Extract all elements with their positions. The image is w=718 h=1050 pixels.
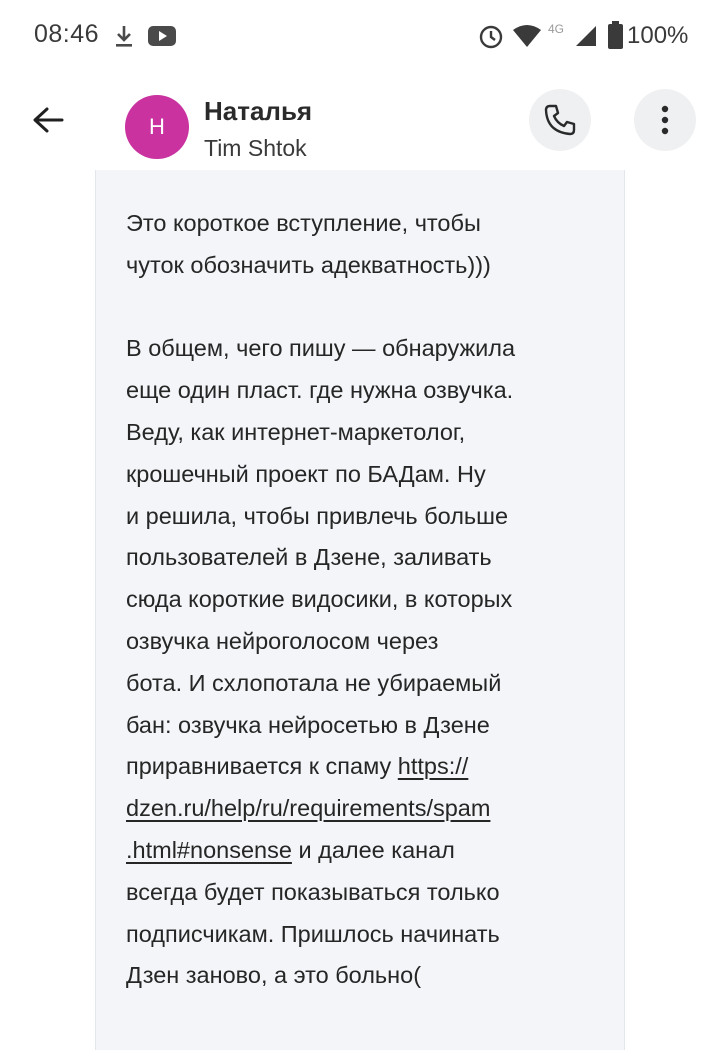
avatar[interactable] [125,95,189,159]
network-type-label: 4G [548,22,565,36]
alarm-icon [478,24,504,50]
message-paragraph-2: В общем, чего пишу — обнаружила еще один пласт. где нужна озвучка. Веду, как интернет-маркетолог, крошечный проект по БАДам. Ну и решила, чтобы привлечь больше пользователей в Дзене, заливать сюда короткие видосики, в которых озвучка нейроголосом через бота. И схлопотала не убираемый бан: озвучка нейросетью в Дзене приравнивается к спаму [126,335,516,780]
back-arrow-icon [32,106,64,134]
signal-icon [574,24,598,48]
message-link[interactable]: https:// dzen.ru/help/ru/requirements/spam .html#nonsense [126,753,491,863]
more-options-button[interactable] [634,89,696,151]
status-time: 08:46 [34,20,100,48]
chat-header [0,72,718,170]
youtube-icon [148,26,176,46]
battery-icon [608,21,623,49]
call-button[interactable] [529,89,591,151]
back-button[interactable] [22,94,74,146]
contact-subtitle: Tim Shtok [204,135,307,161]
message-text [126,203,596,997]
status-bar [0,0,718,72]
download-icon [114,24,134,48]
message-paragraph-2-end: и далее канал всегда будет показываться только подписчикам. Пришлось начинать Дзен заново, а это больно( [126,836,500,989]
contact-name[interactable]: Наталья [204,96,313,126]
message-paragraph-1: Это короткое вступление, чтобы чуток обозначить адекватность))) [126,210,491,278]
more-vertical-icon [660,105,670,135]
message-bubble[interactable] [95,170,625,1050]
avatar-letter: Н [149,114,165,139]
phone-icon [543,103,577,137]
battery-percent: 100% [627,22,689,49]
wifi-icon [512,24,542,48]
